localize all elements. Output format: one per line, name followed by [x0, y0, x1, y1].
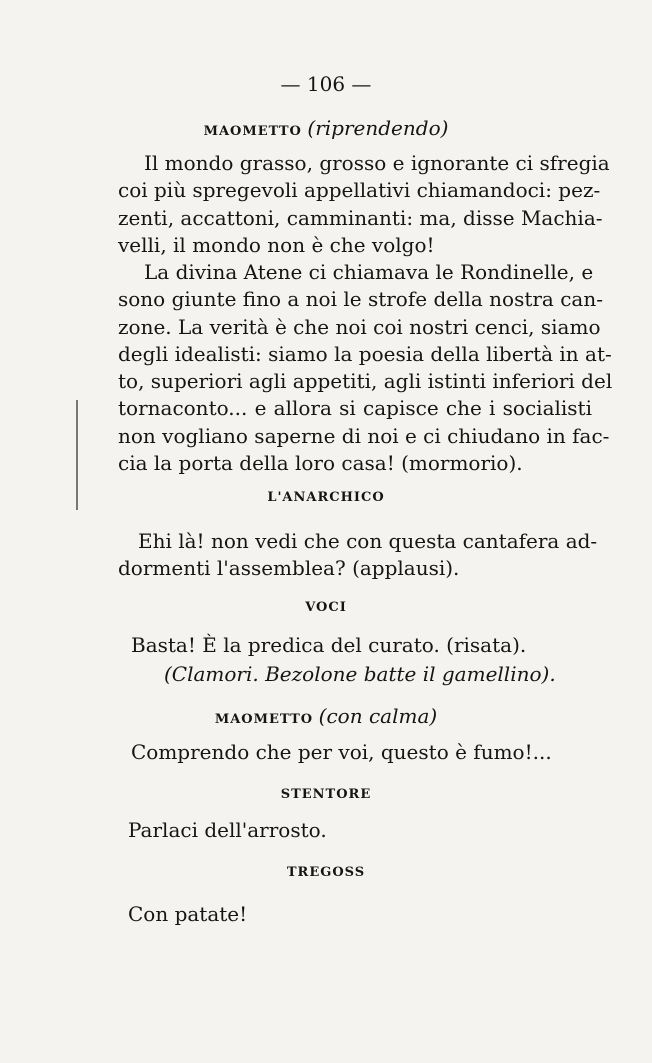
stage-direction: (riprendendo) — [307, 116, 449, 140]
text-line: Comprendo che per voi, questo è fumo!... — [131, 740, 552, 764]
speaker-name: L'ANARCHICO — [267, 490, 385, 505]
speaker-heading — [0, 116, 652, 140]
speaker-heading — [0, 490, 652, 505]
text-line: zenti, accattoni, camminanti: ma, disse Machia- — [118, 205, 603, 230]
speaker-heading — [0, 865, 652, 880]
text-line: non vogliano saperne di noi e ci chiudano in fac- — [118, 423, 610, 448]
text-line: tornaconto... e allora si capisce che i socialisti — [118, 396, 592, 421]
text-line: cia la porta della loro casa! (mormorio). — [118, 451, 523, 476]
text-line: velli, il mondo non è che volgo! — [118, 232, 435, 257]
speaker-heading — [0, 704, 652, 728]
speaker-name: MAOMETTO — [203, 124, 302, 139]
speaker-heading — [0, 787, 652, 802]
text-line: La divina Atene ci chiamava le Rondinelle, e — [144, 260, 594, 284]
text-line: zone. La verità è che noi coi nostri cenci, siamo — [118, 314, 601, 339]
text-line: degli idealisti: siamo la poesia della libertà in at- — [118, 341, 612, 366]
speaker-heading — [0, 600, 652, 615]
speech-paragraph — [118, 259, 613, 477]
text-line: to, superiori agli appetiti, agli istinti inferiori del — [118, 369, 613, 394]
text-line: dormenti l'assemblea? (applausi). — [118, 556, 460, 581]
stage-direction: (con calma) — [318, 704, 438, 728]
speaker-name: MAOMETTO — [214, 712, 314, 727]
text-line: coi più spregevoli appellativi chiamandoci: pez- — [118, 178, 601, 203]
text-line: Parlaci dell'arrosto. — [128, 818, 327, 842]
speaker-name: VOCI — [305, 600, 347, 615]
speaker-name: STENTORE — [280, 787, 372, 802]
text-line: Il mondo grasso, grosso e ignorante ci sfregia — [144, 151, 610, 175]
speech-paragraph — [118, 528, 598, 583]
text-line: sono giunte fino a noi le strofe della nostra can- — [118, 287, 603, 312]
speech-paragraph — [118, 150, 610, 259]
page-number: — 106 — — [280, 72, 372, 96]
speaker-name: TREGOSS — [286, 865, 366, 880]
text-line: Con patate! — [128, 902, 248, 926]
text-line: Ehi là! non vedi che con questa cantafera ad- — [138, 529, 598, 553]
stage-direction: (Clamori. Bezolone batte il gamellino). — [164, 662, 556, 686]
text-line: Basta! È la predica del curato. (risata). — [131, 633, 527, 657]
